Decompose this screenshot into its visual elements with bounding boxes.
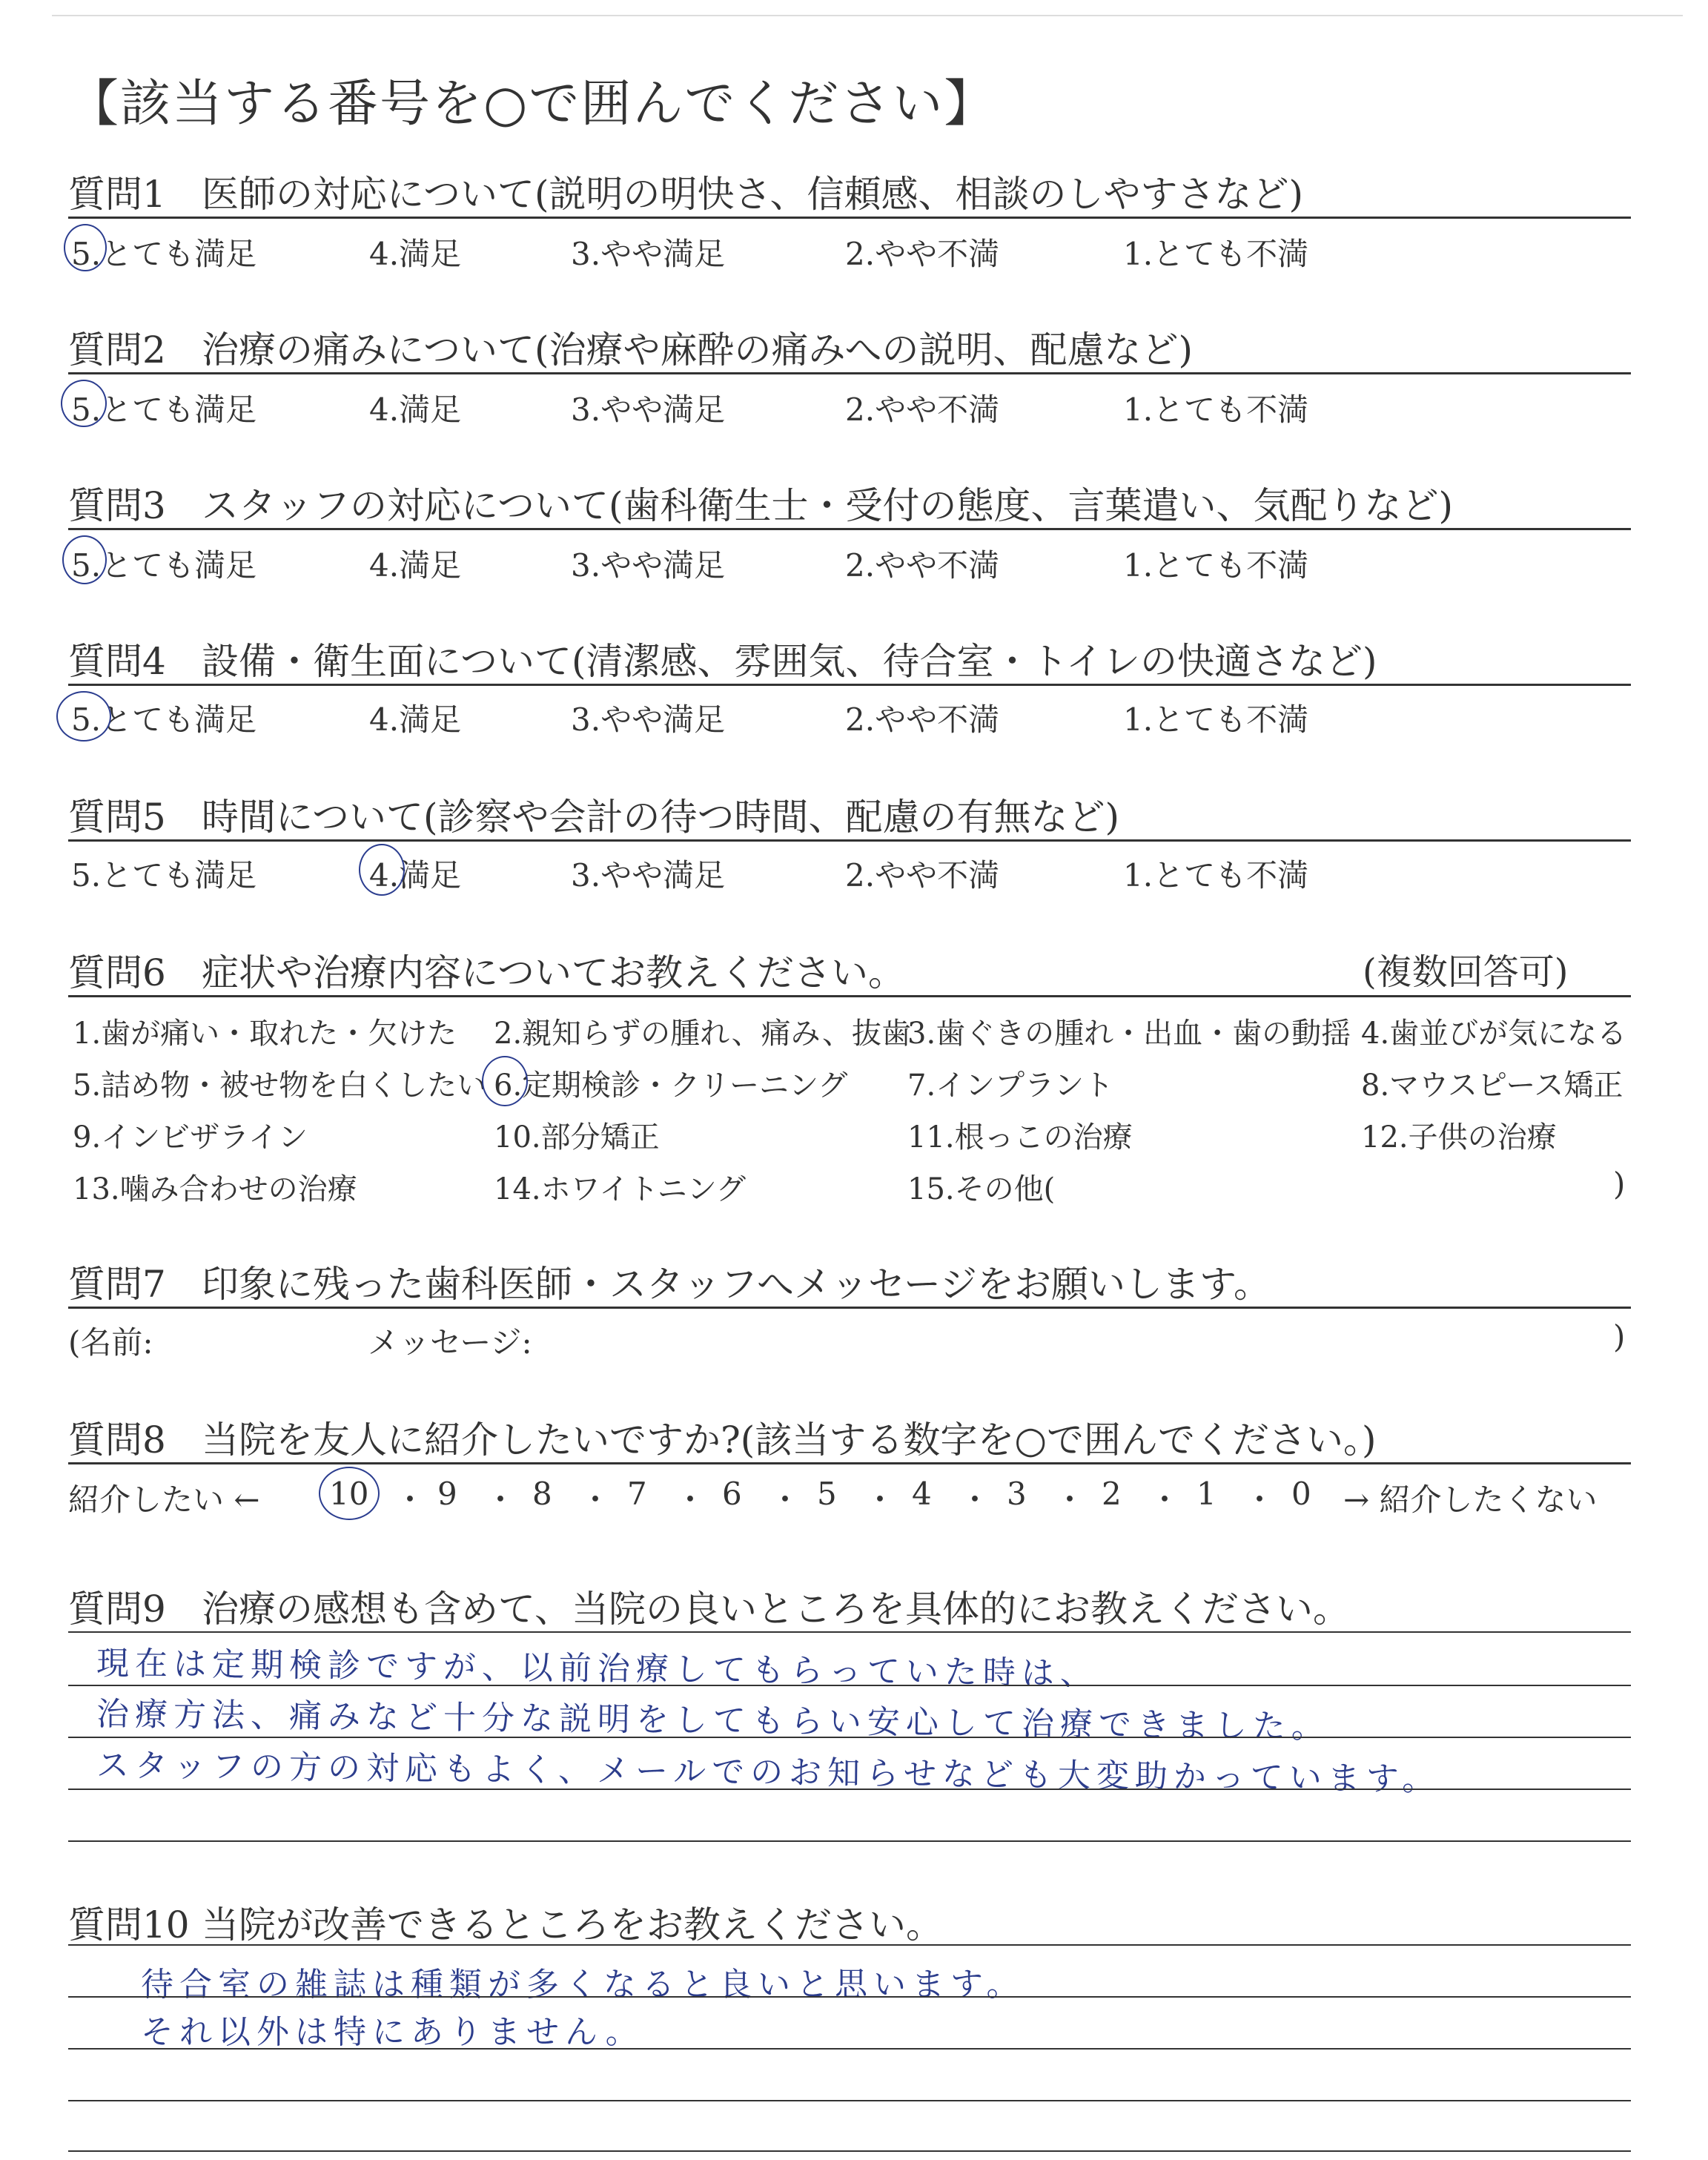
q3-option-1[interactable]: 1.とても不満 — [1123, 547, 1309, 584]
q5-option-5[interactable]: 5.とても満足 — [71, 857, 257, 894]
question-9-title — [68, 1579, 1350, 1633]
q4-option-5[interactable]: 5.とても満足 — [71, 701, 257, 738]
selection-circle — [64, 224, 107, 271]
writing-line — [68, 2150, 1631, 2152]
scale-sep: ・ — [959, 1482, 991, 1518]
q2-option-5[interactable]: 5.とても満足 — [71, 392, 257, 428]
question-number: 質問3 — [68, 484, 166, 527]
question-number: 質問7 — [68, 1263, 166, 1306]
question-8-title — [68, 1410, 1376, 1464]
q6-item-8[interactable]: 8.マウスピース矯正 — [1361, 1069, 1623, 1103]
q4-option-3[interactable]: 3.やや満足 — [571, 701, 726, 738]
question-number: 質問5 — [68, 796, 166, 839]
q3-option-4[interactable]: 4.満足 — [369, 547, 462, 584]
question-5-title — [68, 787, 1119, 841]
question-text: 治療の痛みについて(治療や麻酔の痛みへの説明、配慮など) — [202, 328, 1194, 371]
q6-item-7[interactable]: 7.インプラント — [907, 1069, 1114, 1103]
scale-2[interactable]: 2 — [1102, 1476, 1122, 1512]
q1-option-3[interactable]: 3.やや満足 — [571, 236, 726, 272]
selection-circle — [482, 1056, 528, 1106]
question-text: 医師の対応について(説明の明快さ、信頼感、相談のしやすさなど) — [202, 173, 1304, 216]
q6-item-11[interactable]: 11.根っこの治療 — [907, 1120, 1133, 1155]
question-6-title — [68, 943, 905, 997]
q6-item-14[interactable]: 14.ホワイトニング — [494, 1172, 747, 1206]
q4-option-1[interactable]: 1.とても不満 — [1123, 701, 1309, 738]
scale-sep: ・ — [675, 1482, 706, 1518]
name-label: (名前: — [68, 1324, 153, 1361]
writing-line — [68, 2048, 1631, 2050]
q5-option-3[interactable]: 3.やや満足 — [571, 857, 726, 894]
handwritten-answer-line: スタッフの方の対応もよく、メールでのお知らせなども大変助かっています。 — [96, 1746, 1441, 1799]
scale-7[interactable]: 7 — [627, 1476, 647, 1512]
q6-item-13[interactable]: 13.噛み合わせの治療 — [73, 1172, 357, 1206]
q2-option-4[interactable]: 4.満足 — [369, 392, 462, 428]
q4-option-2[interactable]: 2.やや不満 — [845, 701, 1000, 738]
writing-line — [68, 1840, 1631, 1842]
q2-option-3[interactable]: 3.やや満足 — [571, 392, 726, 428]
scale-sep: ・ — [1244, 1482, 1276, 1518]
question-number: 質問4 — [68, 640, 166, 683]
other-close-paren: ) — [1613, 1166, 1626, 1202]
q6-item-2[interactable]: 2.親知らずの腫れ、痛み、抜歯 — [494, 1017, 911, 1051]
question-text: スタッフの対応について(歯科衛生士・受付の態度、言葉遣い、気配りなど) — [202, 484, 1454, 527]
writing-line — [68, 1944, 1631, 1946]
question-text: 印象に残った歯科医師・スタッフへメッセージをお願いします。 — [202, 1263, 1271, 1306]
q1-option-2[interactable]: 2.やや不満 — [845, 236, 1000, 272]
question-rule — [68, 684, 1631, 686]
question-number: 質問9 — [68, 1588, 166, 1631]
handwritten-answer-line: 待合室の雑誌は種類が多くなると良いと思います。 — [141, 1966, 1025, 2004]
selection-circle — [359, 844, 405, 896]
scale-4[interactable]: 4 — [912, 1476, 932, 1512]
writing-line — [68, 1996, 1631, 1998]
question-4-title — [68, 632, 1377, 685]
question-rule — [68, 839, 1631, 842]
q1-option-4[interactable]: 4.満足 — [369, 236, 462, 272]
multiple-answer-note: (複数回答可) — [1363, 951, 1569, 993]
question-text: 時間について(診察や会計の待つ時間、配慮の有無など) — [202, 796, 1120, 839]
q6-item-3[interactable]: 3.歯ぐきの腫れ・出血・歯の動揺 — [907, 1017, 1351, 1051]
selection-circle — [61, 380, 107, 427]
question-10-title — [68, 1895, 943, 1949]
writing-line — [68, 1631, 1631, 1633]
q1-option-1[interactable]: 1.とても不満 — [1123, 236, 1309, 272]
scale-8[interactable]: 8 — [532, 1476, 552, 1512]
q6-item-5[interactable]: 5.詰め物・被せ物を白くしたい — [73, 1069, 487, 1103]
message-close-paren: ) — [1613, 1318, 1626, 1355]
writing-line — [68, 1685, 1631, 1686]
question-text: 設備・衛生面について(清潔感、雰囲気、待合室・トイレの快適さなど) — [202, 640, 1377, 683]
page-header: 【該当する番号を○で囲んでください】 — [68, 75, 996, 133]
selection-circle — [319, 1467, 380, 1520]
handwritten-answer-line: それ以外は特にありません。 — [141, 2013, 644, 2051]
question-3-title — [68, 476, 1453, 529]
question-text: 当院が改善できるところをお教えください。 — [202, 1903, 943, 1946]
question-text: 症状や治療内容についてお教えください。 — [202, 951, 905, 994]
q6-item-15[interactable]: 15.その他( — [907, 1172, 1056, 1206]
q2-option-1[interactable]: 1.とても不満 — [1123, 392, 1309, 428]
scale-10[interactable]: 10 — [329, 1476, 369, 1512]
q5-option-4[interactable]: 4.満足 — [369, 857, 462, 894]
recommend-right-label: → 紹介したくない — [1343, 1482, 1598, 1518]
scale-sep: ・ — [485, 1482, 517, 1518]
q4-option-4[interactable]: 4.満足 — [369, 701, 462, 738]
scale-sep: ・ — [864, 1482, 896, 1518]
scale-5[interactable]: 5 — [817, 1476, 837, 1512]
question-number: 質問1 — [68, 173, 166, 216]
scale-3[interactable]: 3 — [1007, 1476, 1027, 1512]
question-rule — [68, 217, 1631, 219]
question-rule — [68, 1307, 1631, 1309]
scale-sep: ・ — [1054, 1482, 1086, 1518]
question-text: 治療の感想も含めて、当院の良いところを具体的にお教えください。 — [202, 1588, 1350, 1631]
q6-item-9[interactable]: 9.インビザライン — [73, 1120, 308, 1155]
top-border — [52, 15, 1683, 16]
q1-option-5[interactable]: 5.とても満足 — [71, 236, 257, 272]
scale-sep: ・ — [580, 1482, 612, 1518]
scale-sep: ・ — [394, 1482, 426, 1518]
question-number: 質問2 — [68, 328, 166, 371]
writing-line — [68, 1737, 1631, 1738]
writing-line — [68, 1789, 1631, 1790]
scale-9[interactable]: 9 — [437, 1476, 457, 1512]
question-2-title — [68, 320, 1193, 374]
question-number: 質問6 — [68, 951, 166, 994]
q6-item-4[interactable]: 4.歯並びが気になる — [1361, 1017, 1627, 1051]
question-7-title — [68, 1255, 1271, 1308]
q3-option-2[interactable]: 2.やや不満 — [845, 547, 1000, 584]
scale-1[interactable]: 1 — [1196, 1476, 1217, 1512]
q6-item-6[interactable]: 6.定期検診・クリーニング — [494, 1069, 848, 1103]
q5-option-1[interactable]: 1.とても不満 — [1123, 857, 1309, 894]
q3-option-3[interactable]: 3.やや満足 — [571, 547, 726, 584]
scale-0[interactable]: 0 — [1291, 1476, 1311, 1512]
q6-item-12[interactable]: 12.子供の治療 — [1361, 1120, 1557, 1155]
writing-line — [68, 2100, 1631, 2101]
recommend-left-label: 紹介したい ← — [68, 1482, 260, 1518]
q6-item-10[interactable]: 10.部分矯正 — [494, 1120, 660, 1155]
selection-circle — [56, 691, 111, 742]
question-number: 質問8 — [68, 1418, 166, 1462]
q3-option-5[interactable]: 5.とても満足 — [71, 547, 257, 584]
q2-option-2[interactable]: 2.やや不満 — [845, 392, 1000, 428]
scale-sep: ・ — [1149, 1482, 1181, 1518]
handwritten-answer-line: 現在は定期検診ですが、以前治療してもらっていた時は、 — [96, 1644, 1099, 1694]
scale-6[interactable]: 6 — [722, 1476, 742, 1512]
question-rule — [68, 372, 1631, 374]
q5-option-2[interactable]: 2.やや不満 — [845, 857, 1000, 894]
handwritten-answer-line: 治療方法、痛みなど十分な説明をしてもらい安心して治療できました。 — [96, 1695, 1331, 1746]
question-rule — [68, 1462, 1631, 1464]
question-1-title — [68, 165, 1303, 218]
question-number: 質問10 — [68, 1903, 190, 1946]
message-label: メッセージ: — [368, 1324, 532, 1361]
question-rule — [68, 528, 1631, 530]
selection-circle — [62, 535, 107, 584]
question-rule — [68, 995, 1631, 997]
q6-item-1[interactable]: 1.歯が痛い・取れた・欠けた — [73, 1017, 457, 1051]
question-text: 当院を友人に紹介したいですか?(該当する数字を○で囲んでください。) — [202, 1418, 1377, 1462]
scale-sep: ・ — [769, 1482, 801, 1518]
